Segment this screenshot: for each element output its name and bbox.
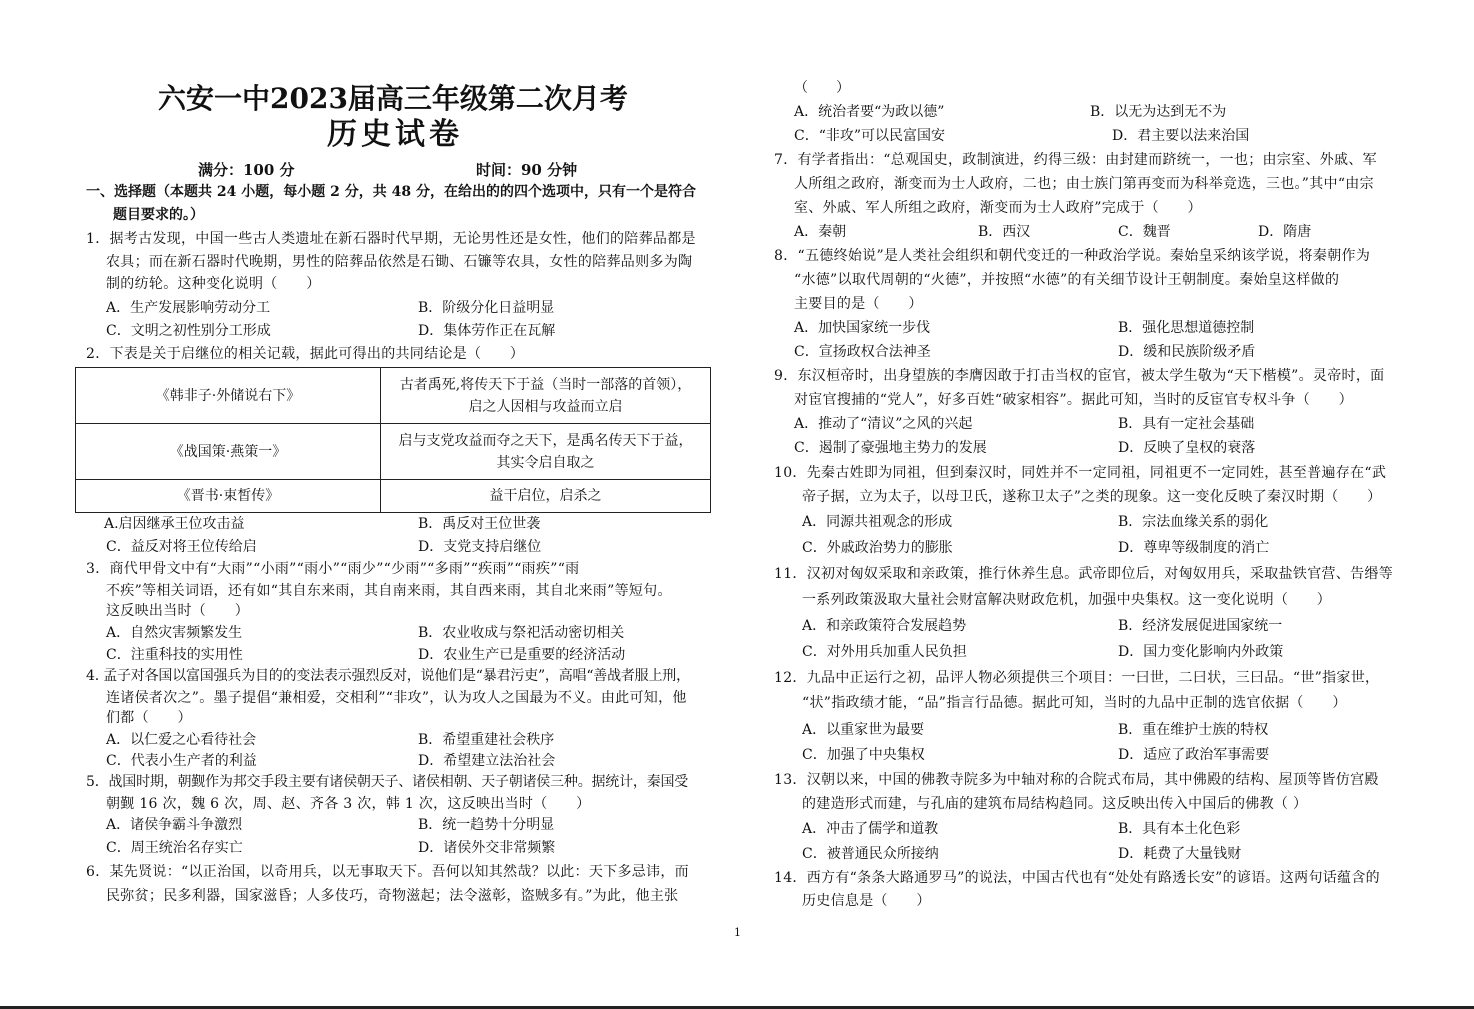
full-score: 满分：100 分 (198, 161, 295, 179)
q13-option-a: A．冲击了儒学和道教 (802, 821, 939, 837)
q5-option-a: A．诸侯争霸斗争激烈 (106, 817, 243, 833)
table-cell-text: 益干启位，启杀之 (381, 480, 711, 513)
q11-stem: 11．汉初对匈奴采取和亲政策，推行休养生息。武帝即位后，对匈奴用兵，采取盐铁官营、告缗等 (774, 566, 1394, 582)
q4-option-d: D．希望建立法治社会 (418, 753, 556, 769)
q9-stem: 9．东汉桓帝时，出身望族的李膺因敢于打击当权的宦官，被太学生敬为“天下楷模”。灵帝时，面 (774, 368, 1385, 384)
q8-stem: 8．“五德终始说”是人类社会组织和朝代变迁的一种政治学说。秦始皇采纳该学说，将秦朝作为 (774, 248, 1371, 264)
table-cell-source: 《韩非子·外储说右下》 (76, 368, 381, 424)
section-heading: 一、选择题（本题共 24 小题，每小题 2 分，共 48 分，在给出的的四个选项中，只有一个是符合 (86, 184, 696, 200)
q9-option-d: D．反映了皇权的衰落 (1118, 440, 1256, 456)
q13-stem: 的建造形式而建，与孔庙的建筑布局结构趋同。这反映出传入中国后的佛教（ ） (802, 796, 1308, 812)
q9-option-b: B．具有一定社会基础 (1118, 416, 1255, 432)
q7-option-a: A．秦朝 (794, 224, 847, 240)
q4-option-a: A．以仁爱之心看待社会 (106, 732, 257, 748)
q6-option-d: D．君主要以法来治国 (1112, 128, 1250, 144)
q1-stem: 制的纺轮。这种变化说明（ ） (106, 276, 321, 292)
q10-option-d: D．尊卑等级制度的消亡 (1118, 540, 1270, 556)
q2-source-table (75, 367, 711, 513)
q13-stem: 13．汉朝以来，中国的佛教寺院多为中轴对称的合院式布局，其中佛殿的结构、屋顶等皆仿宫殿 (774, 772, 1379, 788)
q7-option-d: D．隋唐 (1258, 224, 1312, 240)
q1-stem: 农具；而在新石器时代晚期，男性的陪葬品依然是石锄、石镰等农具，女性的陪葬品则多为陶 (106, 254, 693, 270)
q13-option-b: B．具有本土化色彩 (1118, 821, 1241, 837)
q8-option-c: C．宣扬政权合法神圣 (794, 344, 931, 360)
q14-stem: 14．西方有“条条大路通罗马”的说法，中国古代也有“处处有路透长安”的谚语。这两句话蕴含的 (774, 870, 1380, 886)
q4-option-b: B．希望重建社会秩序 (418, 732, 555, 748)
cell-line: 启与支党攻益而夺之天下，是禹名传天下于益， (398, 432, 693, 449)
q7-stem: 7．有学者指出：“总观国史，政制演进，约得三级：由封建而跻统一，一也；由宗室、外戚、军 (774, 152, 1377, 168)
table-cell-text (381, 424, 711, 480)
q12-option-a: A．以重家世为最要 (802, 722, 925, 738)
q3-stem: 这反映出当时（ ） (106, 603, 249, 619)
q13-option-c: C．被普通民众所接纳 (802, 846, 939, 862)
q9-stem: 对宦官搜捕的“党人”，好多百姓“破家相容”。据此可知，当时的反宦官专权斗争（ ） (794, 392, 1353, 408)
q1-option-b: B．阶级分化日益明显 (418, 300, 555, 316)
q3-stem: 不疾”等相关词语，还有如“其自东来雨，其自南来雨，其自西来雨，其自北来雨”等短句。 (106, 583, 672, 599)
q5-option-b: B．统一趋势十分明显 (418, 817, 555, 833)
q3-option-a: A．自然灾害频繁发生 (106, 625, 243, 641)
q5-option-d: D．诸侯外交非常频繁 (418, 840, 556, 856)
q3-option-b: B．农业收成与祭祀活动密切相关 (418, 625, 625, 641)
q2-option-b: B．禹反对王位世袭 (418, 516, 541, 532)
q6-option-b: B．以无为达到无不为 (1090, 104, 1227, 120)
q1-stem: 1．据考古发现，中国一些古人类遗址在新石器时代早期，无论男性还是女性，他们的陪葬品都是 (86, 231, 696, 247)
page-number: 1 (734, 926, 741, 939)
exam-subtitle: 历史试卷 (327, 117, 463, 152)
q12-stem: 12．九品中正运行之初，品评人物必须提供三个项目：一曰世，二曰状，三曰品。“世”指家世， (774, 670, 1380, 686)
exam-title: 六安一中2023届高三年级第二次月考 (158, 82, 628, 115)
q6-stem: （ ） (794, 80, 850, 96)
q9-option-c: C．遏制了豪强地主势力的发展 (794, 440, 987, 456)
q2-stem: 2．下表是关于启继位的相关记载，据此可得出的共同结论是（ ） (86, 346, 525, 362)
q11-stem: 一系列政策汲取大量社会财富解决财政危机，加强中央集权。这一变化说明（ ） (802, 592, 1332, 608)
q3-stem: 3．商代甲骨文中有“大雨”“小雨”“雨小”“雨少”“少雨”“多雨”“疾雨”“雨疾”“雨 (86, 561, 580, 577)
table-row (76, 368, 711, 424)
q10-stem: 帝子据，立为太子，以母卫氏，遂称卫太子”之类的现象。这一变化反映了秦汉时期（ ） (802, 489, 1382, 505)
q7-stem: 人所组之政府，渐变而为士人政府，二也；由士族门第再变而为科举竞选，三也。”其中“由宗 (794, 176, 1374, 192)
cell-line: 古者禹死,将传天下于益（当时一部落的首领）， (399, 376, 692, 393)
table-row (76, 424, 711, 480)
q14-stem: 历史信息是（ ） (802, 893, 931, 909)
q6-stem: 民弥贫；民多利器，国家滋昏；人多伎巧，奇物滋起；法令滋彰，盗贼多有。”为此，他主张 (106, 888, 679, 904)
q11-option-a: A．和亲政策符合发展趋势 (802, 618, 967, 634)
q12-stem: “状”指政绩才能，“品”指言行品德。据此可知，当时的九品中正制的选官依据（ ） (802, 695, 1347, 711)
q13-option-d: D．耗费了大量钱财 (1118, 846, 1242, 862)
q7-option-c: C．魏晋 (1118, 224, 1171, 240)
q11-option-d: D．国力变化影响内外政策 (1118, 644, 1284, 660)
q1-option-a: A．生产发展影响劳动分工 (106, 300, 271, 316)
q2-option-a: A.启因继承王位攻击益 (104, 516, 245, 532)
q1-option-c: C．文明之初性别分工形成 (106, 323, 271, 339)
q10-option-b: B．宗法血缘关系的弱化 (1118, 514, 1269, 530)
q11-option-b: B．经济发展促进国家统一 (1118, 618, 1283, 634)
q8-stem: “水德”以取代周朝的“火德”，并按照“水德”的有关细节设计王朝制度。秦始皇这样做的 (794, 272, 1340, 288)
table-cell-source: 《战国策·燕策一》 (76, 424, 381, 480)
table-row (76, 480, 711, 513)
q7-option-b: B．西汉 (978, 224, 1031, 240)
q9-option-a: A．推动了“清议”之风的兴起 (794, 416, 973, 432)
q12-option-b: B．重在维护士族的特权 (1118, 722, 1269, 738)
table-cell-source: 《晋书·束皙传》 (76, 480, 381, 513)
q3-option-c: C．注重科技的实用性 (106, 647, 243, 663)
q6-stem: 6．某先贤说：“以正治国，以奇用兵，以无事取天下。吾何以知其然哉？以此：天下多忌讳，而 (86, 864, 689, 880)
q4-stem: 们都（ ） (106, 710, 192, 726)
section-heading-cont: 题目要求的。） (113, 207, 204, 223)
q11-option-c: C．对外用兵加重人民负担 (802, 644, 967, 660)
q4-stem: 连诸侯者次之”。墨子提倡“兼相爱，交相利”“非攻”，认为攻人之国最为不义。由此可知，他 (106, 690, 687, 706)
q8-option-d: D．缓和民族阶级矛盾 (1118, 344, 1256, 360)
q3-option-d: D．农业生产已是重要的经济活动 (418, 647, 626, 663)
q1-option-d: D．集体劳作正在瓦解 (418, 323, 556, 339)
q4-option-c: C．代表小生产者的利益 (106, 753, 257, 769)
q12-option-d: D．适应了政治军事需要 (1118, 747, 1270, 763)
q10-stem: 10．先秦古姓即为同祖，但到秦汉时，同姓并不一定同祖，同祖更不一定同姓，甚至普遍存在“武 (774, 465, 1387, 481)
q2-option-d: D．支党支持启继位 (418, 539, 542, 555)
q7-stem: 室、外戚、军人所组之政府，渐变而为士人政府”完成于（ ） (794, 200, 1202, 216)
q4-stem: 4. 孟子对各国以富国强兵为目的的变法表示强烈反对，说他们是“暴君污吏”，高唱“善战者服上刑， (86, 668, 690, 684)
q10-option-a: A．同源共祖观念的形成 (802, 514, 953, 530)
q5-stem: 朝觐 16 次，魏 6 次，周、赵、齐各 3 次，韩 1 次，这反映出当时（ ） (106, 796, 591, 812)
cell-line: 启之人因相与攻益而立启 (468, 398, 623, 415)
q8-stem: 主要目的是（ ） (794, 296, 923, 312)
q6-option-c: C．“非攻”可以民富国安 (794, 128, 946, 144)
q5-stem: 5．战国时期，朝觐作为邦交手段主要有诸侯朝天子、诸侯相朝、天子朝诸侯三种。据统计，秦国受 (86, 774, 689, 790)
q8-option-b: B．强化思想道德控制 (1118, 320, 1255, 336)
q12-option-c: C．加强了中央集权 (802, 747, 925, 763)
q6-option-a: A．统治者要“为政以德” (794, 104, 945, 120)
q5-option-c: C．周王统治名存实亡 (106, 840, 243, 856)
q8-option-a: A．加快国家统一步伐 (794, 320, 931, 336)
table-cell-text (381, 368, 711, 424)
cell-line: 其实令启自取之 (496, 454, 595, 471)
exam-time: 时间：90 分钟 (476, 161, 578, 179)
q10-option-c: C．外戚政治势力的膨胀 (802, 540, 953, 556)
q2-option-c: C．益反对将王位传给启 (106, 539, 257, 555)
